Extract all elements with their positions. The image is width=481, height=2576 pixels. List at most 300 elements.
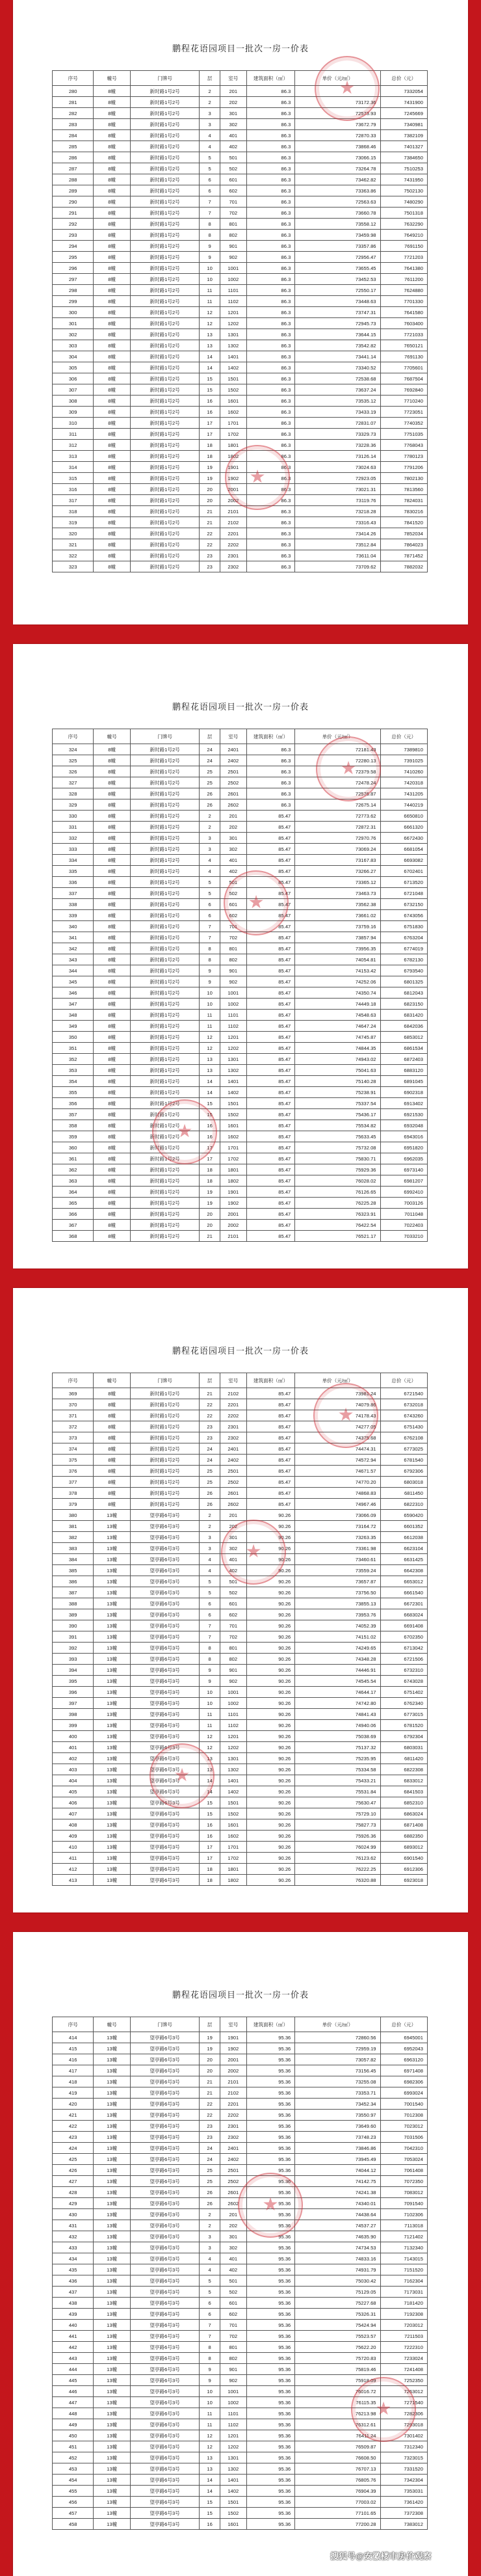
table-cell-unit-price: 73228.36 xyxy=(295,440,380,451)
table-cell-floor: 19 xyxy=(200,473,220,484)
table-cell-unit-price: 76411.24 xyxy=(295,2430,380,2441)
table-cell-room: 601 xyxy=(220,2298,246,2309)
table-cell-unit: 望亭路6号3号 xyxy=(130,2508,199,2519)
table-cell-unit-price: 72550.17 xyxy=(295,285,380,296)
table-cell-unit-price: 76323.91 xyxy=(295,1209,380,1220)
table-cell-total: 7282306 xyxy=(380,2408,427,2419)
table-cell-unit: 新时路1号2号 xyxy=(130,451,199,462)
table-cell-floor: 14 xyxy=(200,1076,220,1087)
table-cell-total: 7705601 xyxy=(380,362,427,373)
table-cell-floor: 23 xyxy=(200,1432,220,1443)
table-cell-room: 2302 xyxy=(220,1432,246,1443)
table-cell-unit-price: 72959.19 xyxy=(295,2043,380,2054)
table-cell-building: 8幢 xyxy=(94,506,131,517)
table-cell-unit: 新时路1号2号 xyxy=(130,1076,199,1087)
table-cell-unit-price: 73868.46 xyxy=(295,141,380,152)
table-header-row xyxy=(53,71,428,86)
table-cell-unit-price: 73264.78 xyxy=(295,163,380,174)
table-cell-unit: 望亭路6号3号 xyxy=(130,2253,199,2264)
table-cell-total: 7061408 xyxy=(380,2165,427,2176)
table-cell-area: 95.36 xyxy=(246,2353,295,2364)
table-cell-floor: 11 xyxy=(200,2408,220,2419)
table-cell-seq: 365 xyxy=(53,1198,94,1209)
table-cell-floor: 11 xyxy=(200,1709,220,1720)
table-cell-room: 1102 xyxy=(220,296,246,307)
table-cell-unit-price: 73452.53 xyxy=(295,274,380,285)
table-cell-unit-price: 73460.61 xyxy=(295,1554,380,1565)
table-cell-total: 7023012 xyxy=(380,2121,427,2132)
table-cell-seq: 426 xyxy=(53,2165,94,2176)
table-cell-floor: 8 xyxy=(200,230,220,241)
table-cell-seq: 319 xyxy=(53,517,94,528)
table-cell-floor: 12 xyxy=(200,1032,220,1043)
table-row xyxy=(53,799,428,811)
table-cell-total: 7382109 xyxy=(380,130,427,141)
table-cell-unit-price: 75129.05 xyxy=(295,2287,380,2298)
table-cell-room: 2402 xyxy=(220,1455,246,1466)
table-cell-floor: 3 xyxy=(200,1543,220,1554)
table-cell-room: 1602 xyxy=(220,407,246,418)
table-cell-area: 86.3 xyxy=(246,163,295,174)
table-cell-unit-price: 74572.94 xyxy=(295,1455,380,1466)
table-cell-unit: 望亭路6号3号 xyxy=(130,1665,199,1676)
table-cell-total: 6751402 xyxy=(380,1687,427,1698)
table-cell-building: 8幢 xyxy=(94,351,131,362)
table-cell-total: 7003126 xyxy=(380,1198,427,1209)
table-cell-unit-price: 76115.35 xyxy=(295,2397,380,2408)
table-cell-unit: 望亭路6号3号 xyxy=(130,1510,199,1521)
table-cell-total: 7431900 xyxy=(380,97,427,108)
table-cell-total: 6831420 xyxy=(380,1010,427,1021)
table-row xyxy=(53,1609,428,1620)
table-row xyxy=(53,1198,428,1209)
table-cell-total: 6962035 xyxy=(380,1153,427,1164)
table-cell-building: 13幢 xyxy=(94,2253,131,2264)
table-cell-seq: 335 xyxy=(53,866,94,877)
table-cell-room: 1502 xyxy=(220,1109,246,1120)
table-cell-area: 86.3 xyxy=(246,219,295,230)
table-cell-unit: 新时路1号2号 xyxy=(130,396,199,407)
table-cell-building: 13幢 xyxy=(94,1510,131,1521)
table-row xyxy=(53,1076,428,1087)
table-cell-total: 6822308 xyxy=(380,1764,427,1775)
table-cell-seq: 422 xyxy=(53,2121,94,2132)
table-cell-seq: 456 xyxy=(53,2497,94,2508)
table-cell-floor: 23 xyxy=(200,561,220,572)
table-cell-building: 8幢 xyxy=(94,550,131,561)
table-cell-unit: 新时路1号2号 xyxy=(130,351,199,362)
table-cell-room: 1801 xyxy=(220,1164,246,1175)
table-cell-room: 1701 xyxy=(220,1842,246,1853)
table-cell-seq: 330 xyxy=(53,811,94,822)
table-cell-unit: 望亭路6号3号 xyxy=(130,2065,199,2076)
table-cell-seq: 343 xyxy=(53,954,94,965)
table-cell-room: 302 xyxy=(220,1543,246,1554)
table-cell-building: 13幢 xyxy=(94,2121,131,2132)
table-cell-room: 1101 xyxy=(220,2408,246,2419)
table-cell-unit: 新时路1号2号 xyxy=(130,1109,199,1120)
table-cell-unit: 新时路1号2号 xyxy=(130,1209,199,1220)
table-cell-unit-price: 74742.80 xyxy=(295,1698,380,1709)
table-row xyxy=(53,1543,428,1554)
table-row xyxy=(53,506,428,517)
table-cell-unit: 望亭路6号3号 xyxy=(130,1587,199,1598)
table-cell-unit-price: 75622.20 xyxy=(295,2342,380,2353)
table-cell-total: 7882032 xyxy=(380,561,427,572)
table-row xyxy=(53,1676,428,1687)
table-cell-room: 2102 xyxy=(220,2087,246,2099)
table-cell-unit: 新时路1号2号 xyxy=(130,788,199,799)
table-cell-area: 85.47 xyxy=(246,822,295,833)
table-cell-area: 85.47 xyxy=(246,1432,295,1443)
table-cell-room: 301 xyxy=(220,108,246,119)
table-cell-unit: 新时路1号2号 xyxy=(130,384,199,396)
table-cell-seq: 302 xyxy=(53,329,94,340)
table-cell-unit: 新时路1号2号 xyxy=(130,130,199,141)
table-row xyxy=(53,2043,428,2054)
table-cell-unit: 望亭路6号3号 xyxy=(130,2165,199,2176)
table-cell-unit-price: 74054.81 xyxy=(295,954,380,965)
table-row xyxy=(53,1399,428,1410)
table-row xyxy=(53,373,428,384)
table-cell-total: 6882350 xyxy=(380,1831,427,1842)
table-cell-seq: 294 xyxy=(53,241,94,252)
table-cell-building: 8幢 xyxy=(94,1231,131,1242)
table-cell-unit: 新时路1号2号 xyxy=(130,1220,199,1231)
table-cell-total: 7864023 xyxy=(380,539,427,550)
table-cell-seq: 454 xyxy=(53,2475,94,2486)
table-cell-room: 701 xyxy=(220,1620,246,1631)
table-row xyxy=(53,987,428,999)
column-header-area: 建筑面积（㎡） xyxy=(246,729,295,744)
table-cell-building: 13幢 xyxy=(94,2187,131,2198)
table-cell-seq: 431 xyxy=(53,2220,94,2231)
table-cell-room: 802 xyxy=(220,954,246,965)
table-cell-floor: 20 xyxy=(200,2065,220,2076)
table-cell-unit: 望亭路6号3号 xyxy=(130,1842,199,1853)
table-cell-floor: 9 xyxy=(200,241,220,252)
table-row xyxy=(53,2408,428,2419)
table-cell-unit: 望亭路6号3号 xyxy=(130,1521,199,1532)
table-cell-unit: 望亭路6号3号 xyxy=(130,2408,199,2419)
table-cell-seq: 327 xyxy=(53,777,94,788)
table-cell-total: 6923018 xyxy=(380,1875,427,1886)
table-cell-unit-price: 73365.12 xyxy=(295,877,380,888)
table-cell-unit-price: 73329.73 xyxy=(295,429,380,440)
table-cell-building: 8幢 xyxy=(94,1421,131,1432)
table-cell-area: 95.36 xyxy=(246,2342,295,2353)
table-cell-unit: 望亭路6号3号 xyxy=(130,2475,199,2486)
table-cell-building: 13幢 xyxy=(94,2320,131,2331)
table-cell-area: 86.3 xyxy=(246,799,295,811)
table-row xyxy=(53,185,428,196)
table-cell-total: 7252350 xyxy=(380,2375,427,2386)
table-cell-area: 86.3 xyxy=(246,307,295,318)
table-cell-floor: 20 xyxy=(200,1220,220,1231)
table-cell-floor: 12 xyxy=(200,1043,220,1054)
table-cell-floor: 25 xyxy=(200,777,220,788)
table-cell-seq: 394 xyxy=(53,1665,94,1676)
table-cell-total: 6913402 xyxy=(380,1098,427,1109)
table-row xyxy=(53,1032,428,1043)
table-cell-unit-price: 76521.17 xyxy=(295,1231,380,1242)
table-cell-building: 13幢 xyxy=(94,2364,131,2375)
table-cell-floor: 22 xyxy=(200,2110,220,2121)
table-cell-area: 86.3 xyxy=(246,462,295,473)
table-cell-unit: 望亭路6号3号 xyxy=(130,1786,199,1797)
table-cell-unit-price: 75729.10 xyxy=(295,1808,380,1819)
table-cell-total: 7173031 xyxy=(380,2287,427,2298)
table-cell-floor: 12 xyxy=(200,307,220,318)
table-cell-floor: 11 xyxy=(200,1021,220,1032)
table-cell-unit-price: 74647.24 xyxy=(295,1021,380,1032)
table-cell-unit: 望亭路6号3号 xyxy=(130,2463,199,2475)
table-cell-unit: 新时路1号2号 xyxy=(130,755,199,766)
table-cell-area: 90.26 xyxy=(246,1521,295,1532)
table-cell-floor: 26 xyxy=(200,1488,220,1499)
table-cell-unit-price: 77200.28 xyxy=(295,2519,380,2530)
table-row xyxy=(53,965,428,976)
table-cell-floor: 8 xyxy=(200,1654,220,1665)
table-cell-unit: 新时路1号2号 xyxy=(130,1010,199,1021)
table-cell-seq: 439 xyxy=(53,2309,94,2320)
table-cell-unit-price: 73649.60 xyxy=(295,2121,380,2132)
table-row xyxy=(53,108,428,119)
table-cell-room: 401 xyxy=(220,130,246,141)
table-cell-floor: 23 xyxy=(200,1421,220,1432)
table-cell-floor: 21 xyxy=(200,2076,220,2087)
table-cell-unit: 望亭路6号3号 xyxy=(130,1808,199,1819)
table-cell-unit-price: 75926.36 xyxy=(295,1831,380,1842)
table-cell-room: 1301 xyxy=(220,329,246,340)
table-cell-total: 6661540 xyxy=(380,1587,427,1598)
table-cell-unit-price: 72573.93 xyxy=(295,108,380,119)
table-cell-room: 801 xyxy=(220,219,246,230)
table-cell-seq: 436 xyxy=(53,2275,94,2287)
table-cell-room: 1901 xyxy=(220,2032,246,2043)
table-cell-floor: 6 xyxy=(200,185,220,196)
table-cell-total: 6883120 xyxy=(380,1065,427,1076)
table-cell-room: 1402 xyxy=(220,1087,246,1098)
table-cell-total: 6773025 xyxy=(380,1443,427,1455)
table-cell-total: 7331520 xyxy=(380,2463,427,2475)
table-cell-room: 802 xyxy=(220,1654,246,1665)
table-cell-unit: 新时路1号2号 xyxy=(130,1021,199,1032)
table-cell-unit-price: 73512.84 xyxy=(295,539,380,550)
table-cell-unit: 新时路1号2号 xyxy=(130,910,199,921)
table-row xyxy=(53,2463,428,2475)
table-cell-total: 7852034 xyxy=(380,528,427,539)
table-cell-unit-price: 73167.83 xyxy=(295,855,380,866)
table-cell-room: 201 xyxy=(220,811,246,822)
table-cell-floor: 13 xyxy=(200,329,220,340)
table-cell-unit: 望亭路6号3号 xyxy=(130,1742,199,1753)
table-cell-area: 95.36 xyxy=(246,2408,295,2419)
table-cell-building: 13幢 xyxy=(94,1808,131,1819)
table-cell-area: 86.3 xyxy=(246,440,295,451)
table-cell-unit: 望亭路6号3号 xyxy=(130,2519,199,2530)
table-cell-building: 13幢 xyxy=(94,2486,131,2497)
table-cell-total: 7611200 xyxy=(380,274,427,285)
table-cell-building: 13幢 xyxy=(94,2408,131,2419)
table-cell-floor: 11 xyxy=(200,2419,220,2430)
table-cell-total: 7372308 xyxy=(380,2508,427,2519)
table-cell-area: 86.3 xyxy=(246,119,295,130)
table-cell-room: 902 xyxy=(220,976,246,987)
table-cell-room: 1201 xyxy=(220,307,246,318)
table-cell-room: 1702 xyxy=(220,429,246,440)
table-row xyxy=(53,2087,428,2099)
table-cell-area: 85.47 xyxy=(246,866,295,877)
table-cell-total: 7332054 xyxy=(380,86,427,97)
table-cell-total: 7383012 xyxy=(380,2519,427,2530)
table-cell-unit: 新时路1号2号 xyxy=(130,921,199,932)
table-cell-area: 95.36 xyxy=(246,2087,295,2099)
table-cell-unit: 望亭路6号3号 xyxy=(130,2043,199,2054)
table-cell-floor: 10 xyxy=(200,1698,220,1709)
table-cell-floor: 15 xyxy=(200,1098,220,1109)
table-row xyxy=(53,921,428,932)
table-row xyxy=(53,119,428,130)
table-cell-seq: 317 xyxy=(53,495,94,506)
table-row xyxy=(53,2419,428,2430)
table-cell-unit: 望亭路6号3号 xyxy=(130,1631,199,1643)
table-cell-area: 95.36 xyxy=(246,2375,295,2386)
table-cell-area: 86.3 xyxy=(246,429,295,440)
table-cell-area: 85.47 xyxy=(246,976,295,987)
table-cell-total: 7401327 xyxy=(380,141,427,152)
table-row xyxy=(53,2143,428,2154)
table-cell-room: 1502 xyxy=(220,2508,246,2519)
table-cell-floor: 17 xyxy=(200,1142,220,1153)
table-cell-unit-price: 75720.83 xyxy=(295,2353,380,2364)
table-cell-seq: 334 xyxy=(53,855,94,866)
table-cell-unit: 望亭路6号3号 xyxy=(130,1554,199,1565)
table-cell-building: 8幢 xyxy=(94,174,131,185)
table-cell-room: 401 xyxy=(220,1554,246,1565)
table-cell-unit: 望亭路6号3号 xyxy=(130,1643,199,1654)
table-cell-seq: 290 xyxy=(53,196,94,208)
table-cell-unit-price: 75334.58 xyxy=(295,1764,380,1775)
table-cell-seq: 328 xyxy=(53,788,94,799)
table-cell-area: 86.3 xyxy=(246,539,295,550)
table-row xyxy=(53,811,428,822)
table-cell-unit-price: 75433.21 xyxy=(295,1775,380,1786)
table-row xyxy=(53,910,428,921)
table-cell-unit: 新时路1号2号 xyxy=(130,263,199,274)
table-cell-floor: 6 xyxy=(200,174,220,185)
table-cell-unit-price: 74241.38 xyxy=(295,2187,380,2198)
table-cell-total: 6661320 xyxy=(380,822,427,833)
table-cell-floor: 9 xyxy=(200,2375,220,2386)
table-cell-room: 2201 xyxy=(220,528,246,539)
table-cell-total: 6992410 xyxy=(380,1187,427,1198)
table-cell-floor: 8 xyxy=(200,219,220,230)
table-row xyxy=(53,1720,428,1731)
table-cell-unit-price: 73953.76 xyxy=(295,1609,380,1620)
table-cell-building: 8幢 xyxy=(94,1032,131,1043)
table-cell-floor: 4 xyxy=(200,1554,220,1565)
table-cell-unit-price: 73535.12 xyxy=(295,396,380,407)
table-cell-room: 1201 xyxy=(220,1032,246,1043)
table-row xyxy=(53,1477,428,1488)
price-table xyxy=(52,1373,428,1886)
table-cell-area: 85.47 xyxy=(246,1187,295,1198)
table-cell-seq: 429 xyxy=(53,2198,94,2209)
table-cell-area: 86.3 xyxy=(246,550,295,561)
table-row xyxy=(53,1209,428,1220)
table-cell-room: 2301 xyxy=(220,1421,246,1432)
table-cell-unit: 望亭路6号3号 xyxy=(130,2364,199,2375)
table-row xyxy=(53,2220,428,2231)
table-cell-total: 6993024 xyxy=(380,2087,427,2099)
table-cell-area: 85.47 xyxy=(246,1220,295,1231)
table-cell-floor: 10 xyxy=(200,2386,220,2397)
table-cell-unit: 新时路1号2号 xyxy=(130,822,199,833)
sheet-title: 鹏程花语园项目一批次一房一价表 xyxy=(172,44,309,53)
table-cell-floor: 26 xyxy=(200,788,220,799)
table-cell-seq: 435 xyxy=(53,2264,94,2275)
table-cell-seq: 349 xyxy=(53,1021,94,1032)
table-cell-total: 7203012 xyxy=(380,2320,427,2331)
table-cell-total: 7143015 xyxy=(380,2253,427,2264)
column-header-unit-price: 单价（元/㎡） xyxy=(295,2017,380,2032)
table-cell-room: 202 xyxy=(220,1521,246,1532)
table-cell-unit-price: 77003.02 xyxy=(295,2497,380,2508)
table-cell-area: 85.47 xyxy=(246,1076,295,1087)
table-cell-unit-price: 74375.68 xyxy=(295,1432,380,1443)
table-cell-seq: 357 xyxy=(53,1109,94,1120)
table-row xyxy=(53,263,428,274)
table-cell-building: 8幢 xyxy=(94,1131,131,1142)
table-cell-seq: 423 xyxy=(53,2132,94,2143)
table-cell-total: 7053024 xyxy=(380,2154,427,2165)
table-cell-floor: 13 xyxy=(200,2463,220,2475)
table-cell-floor: 15 xyxy=(200,1797,220,1808)
table-cell-total: 6743260 xyxy=(380,1410,427,1421)
table-cell-unit-price: 72576.87 xyxy=(295,788,380,799)
table-cell-unit: 新时路1号2号 xyxy=(130,1388,199,1399)
table-cell-area: 86.3 xyxy=(246,108,295,119)
table-cell-unit-price: 74967.46 xyxy=(295,1499,380,1510)
table-cell-unit: 新时路1号2号 xyxy=(130,285,199,296)
table-cell-room: 1202 xyxy=(220,1043,246,1054)
table-cell-unit-price: 73562.38 xyxy=(295,899,380,910)
table-cell-area: 86.3 xyxy=(246,86,295,97)
table-cell-room: 2002 xyxy=(220,495,246,506)
table-cell-floor: 15 xyxy=(200,384,220,396)
table-cell-unit-price: 74446.91 xyxy=(295,1665,380,1676)
table-cell-unit: 望亭路6号3号 xyxy=(130,1609,199,1620)
table-cell-building: 8幢 xyxy=(94,1488,131,1499)
table-cell-building: 8幢 xyxy=(94,97,131,108)
table-cell-floor: 5 xyxy=(200,152,220,163)
table-cell-seq: 409 xyxy=(53,1831,94,1842)
table-cell-unit-price: 74734.53 xyxy=(295,2242,380,2253)
table-cell-total: 6842036 xyxy=(380,1021,427,1032)
table-cell-area: 90.26 xyxy=(246,1620,295,1631)
table-cell-unit: 望亭路6号3号 xyxy=(130,2032,199,2043)
table-cell-building: 8幢 xyxy=(94,844,131,855)
table-cell-building: 8幢 xyxy=(94,755,131,766)
table-cell-area: 90.26 xyxy=(246,1631,295,1643)
table-cell-room: 1302 xyxy=(220,2463,246,2475)
table-cell-unit-price: 73661.02 xyxy=(295,910,380,921)
table-cell-seq: 314 xyxy=(53,462,94,473)
table-cell-area: 86.3 xyxy=(246,506,295,517)
table-cell-area: 90.26 xyxy=(246,1598,295,1609)
table-cell-room: 1202 xyxy=(220,318,246,329)
